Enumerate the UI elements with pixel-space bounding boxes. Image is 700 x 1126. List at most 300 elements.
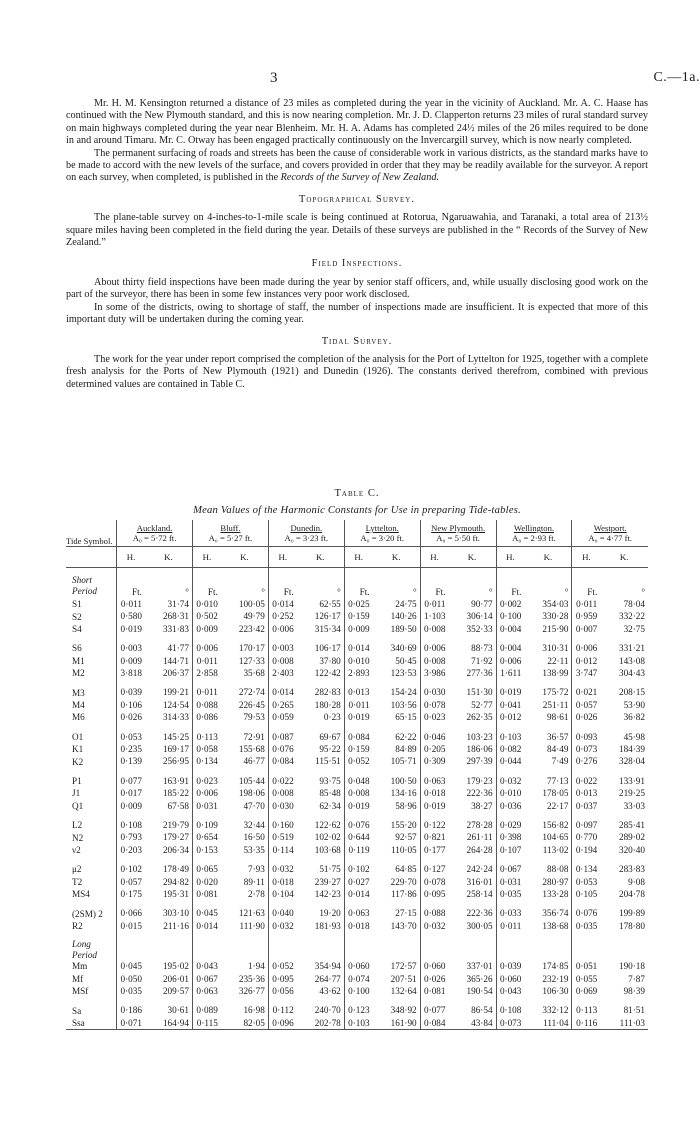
spacer-cell — [420, 768, 448, 775]
amplitude-value: 0·014 — [192, 920, 220, 932]
phase-value: 41·77 — [167, 643, 189, 654]
phase-value: 264·77 — [314, 973, 341, 984]
spacer-cell — [448, 635, 496, 642]
spacer-cell — [297, 724, 345, 731]
phase-value: 84·89 — [395, 743, 417, 754]
amplitude-value: 0·020 — [192, 876, 220, 888]
phase-value: 330·28 — [542, 611, 569, 622]
spacer-cell — [297, 568, 345, 576]
phase-value: 258·14 — [466, 889, 493, 900]
phase-value: 222·36 — [466, 788, 493, 799]
spacer-cell — [268, 635, 296, 642]
spacer-row — [66, 997, 648, 1004]
phase-value: 113·02 — [542, 844, 569, 855]
empty-cell — [600, 575, 648, 586]
h-label: H. — [192, 547, 220, 568]
phase-value: 155·20 — [390, 820, 417, 830]
amplitude-value: 0·002 — [496, 598, 524, 610]
phase-value: 303·10 — [162, 908, 189, 919]
phase-value: 78·04 — [623, 598, 645, 609]
spacer-cell — [344, 856, 372, 863]
amplitude-value: 0·007 — [572, 623, 600, 635]
amplitude-value: 0·086 — [192, 711, 220, 723]
k-label: K. — [297, 547, 345, 568]
section-heading-field-inspections: Field Inspections. — [311, 258, 403, 270]
unit-label: Ft. — [344, 586, 372, 598]
phase-value: 326·77 — [238, 986, 265, 997]
amplitude-value: 0·081 — [420, 985, 448, 997]
empty-cell — [448, 939, 496, 950]
table-row — [66, 711, 648, 723]
unit-label: Ft. — [496, 586, 524, 598]
spacer-cell — [344, 635, 372, 642]
spacer-cell — [600, 768, 648, 775]
amplitude-value: 0·063 — [420, 775, 448, 787]
spacer-cell — [524, 635, 572, 642]
group-label-row — [66, 586, 648, 598]
phase-value: 226·45 — [238, 699, 265, 710]
empty-cell — [373, 575, 421, 586]
amplitude-value: 0·026 — [572, 711, 600, 723]
spacer-cell — [297, 900, 345, 907]
spacer-cell — [373, 768, 421, 775]
empty-cell — [192, 950, 220, 961]
page-number: 3 — [270, 70, 278, 86]
tide-symbol: S4 — [72, 623, 82, 634]
phase-value: 170·17 — [238, 643, 265, 654]
phase-value: 365·26 — [466, 973, 493, 984]
phase-value: 77·13 — [547, 775, 569, 786]
amplitude-value: 0·089 — [192, 1004, 220, 1016]
phase-value: 354·94 — [314, 961, 341, 972]
phase-value: 256·95 — [162, 756, 189, 767]
phase-value: 24·75 — [395, 598, 417, 609]
phase-value: 1·94 — [248, 961, 265, 972]
phase-value: 285·41 — [618, 820, 645, 830]
phase-value: 100·05 — [238, 598, 265, 609]
phase-value: 62·22 — [395, 731, 417, 742]
spacer-cell — [572, 812, 600, 819]
spacer-cell — [192, 568, 220, 576]
tide-symbol: R2 — [72, 921, 83, 932]
phase-value: 202·78 — [297, 1017, 345, 1030]
amplitude-value: 0·159 — [344, 610, 372, 622]
amplitude-value: 0·035 — [496, 888, 524, 900]
amplitude-value: 0·030 — [268, 800, 296, 812]
phase-value: 144·71 — [162, 655, 189, 666]
tide-symbol: μ2 — [72, 864, 82, 875]
port-name: Dunedin. — [290, 523, 323, 533]
amplitude-value: 0·119 — [344, 844, 372, 856]
spacer-cell — [496, 724, 524, 731]
table-row — [66, 1004, 648, 1016]
phase-value: 89·11 — [243, 876, 265, 887]
phase-value: 103·23 — [466, 731, 493, 742]
empty-cell — [221, 575, 269, 586]
port-header — [572, 520, 648, 547]
phase-value: 46·77 — [243, 756, 265, 767]
spacer-cell — [117, 900, 145, 907]
amplitude-value: 0·265 — [268, 699, 296, 711]
spacer-cell — [145, 900, 193, 907]
spacer-cell — [145, 568, 193, 576]
empty-cell — [145, 950, 193, 961]
amplitude-value: 0·108 — [117, 819, 145, 831]
empty-cell — [344, 575, 372, 586]
spacer-cell — [221, 568, 269, 576]
h-label: H. — [117, 547, 145, 568]
tide-symbol: M3 — [72, 687, 85, 698]
paragraph: About thirty field inspections have been made during the year by senior staff officers, and, while usually disclosing good work on the part of the surveyor, there has been in some few instances very poor work disclosed. — [66, 276, 648, 301]
phase-value: 178·80 — [618, 920, 645, 931]
amplitude-value: 0·078 — [420, 699, 448, 711]
amplitude-value: 0·008 — [268, 787, 296, 799]
spacer-row — [66, 724, 648, 731]
amplitude-value: 0·088 — [192, 699, 220, 711]
phase-value: 98·61 — [547, 712, 569, 723]
spacer-cell — [145, 856, 193, 863]
phase-value: 27·15 — [395, 908, 417, 919]
amplitude-value: 0·035 — [117, 985, 145, 997]
amplitude-value: 0·003 — [117, 642, 145, 654]
spacer-cell — [117, 932, 145, 939]
spacer-row — [66, 679, 648, 686]
h-label: H. — [344, 547, 372, 568]
phase-value: 127·33 — [238, 655, 265, 666]
phase-value: 71·92 — [471, 655, 493, 666]
table-row — [66, 800, 648, 812]
phase-value: 102·02 — [314, 832, 341, 843]
table-row — [66, 863, 648, 875]
amplitude-value: 0·107 — [496, 844, 524, 856]
amplitude-value: 0·011 — [192, 655, 220, 667]
spacer-cell — [420, 724, 448, 731]
publication-title: Records of the Survey of New Zealand. — [280, 172, 439, 184]
phase-value: 198·06 — [238, 788, 265, 799]
phase-value: 35·68 — [243, 667, 265, 678]
amplitude-value: 0·115 — [192, 1017, 220, 1030]
empty-cell — [297, 939, 345, 950]
spacer-cell — [448, 997, 496, 1004]
phase-value: 199·21 — [162, 687, 189, 698]
tide-symbol: Q1 — [72, 800, 84, 811]
spacer-cell — [117, 679, 145, 686]
amplitude-value: 0·010 — [192, 598, 220, 610]
spacer-cell — [145, 812, 193, 819]
phase-value: 297·39 — [466, 756, 493, 767]
amplitude-value: 0·013 — [572, 787, 600, 799]
table-row — [66, 775, 648, 787]
amplitude-value: 0·821 — [420, 831, 448, 843]
paragraph: The plane-table survey on 4-inches-to-1-mile scale is being continued at Rotorua, Ngaruawahia, and Taranaki, a total area of 213½ square miles having been completed in the field during the year. Details of these surveys are published in the “ Records of the Survey of New Zealand.” — [66, 212, 648, 249]
table-row — [66, 755, 648, 767]
paragraph: In some of the districts, owing to shortage of staff, the number of inspections made are insufficient. It is expected that more of this important duty will be undertaken during the coming year. — [66, 301, 648, 326]
spacer-cell — [524, 724, 572, 731]
amplitude-value: 0·004 — [496, 642, 524, 654]
spacer-cell — [572, 679, 600, 686]
phase-value: 53·35 — [243, 844, 265, 855]
spacer-cell — [66, 932, 117, 939]
amplitude-value: 0·139 — [117, 755, 145, 767]
amplitude-value: 0·235 — [117, 743, 145, 755]
port-header — [496, 520, 572, 547]
amplitude-value: 0·031 — [192, 800, 220, 812]
phase-value: 132·64 — [390, 986, 417, 997]
tide-symbol: MSf — [72, 986, 89, 997]
spacer-cell — [268, 768, 296, 775]
spacer-cell — [297, 997, 345, 1004]
tide-symbol: J1 — [72, 788, 81, 799]
phase-value: 84·49 — [547, 743, 569, 754]
amplitude-value: 0·071 — [117, 1017, 145, 1030]
phase-value: 134·16 — [390, 788, 417, 799]
phase-value: 72·91 — [243, 731, 265, 742]
empty-cell — [600, 939, 648, 950]
phase-value: 352·33 — [466, 623, 493, 634]
phase-value: 331·21 — [618, 643, 645, 654]
phase-value: 206·37 — [162, 667, 189, 678]
phase-value: 283·83 — [618, 864, 645, 875]
phase-value: 189·50 — [390, 623, 417, 634]
spacer-cell — [496, 635, 524, 642]
amplitude-value: 0·006 — [268, 623, 296, 635]
spacer-cell — [373, 997, 421, 1004]
phase-value: 88·08 — [547, 864, 569, 875]
phase-value: 82·05 — [221, 1017, 269, 1030]
group-label: Long — [72, 939, 91, 950]
spacer-cell — [268, 812, 296, 819]
phase-value: 280·97 — [542, 876, 569, 887]
paragraph — [66, 148, 648, 185]
amplitude-value: 0·008 — [420, 655, 448, 667]
tide-symbol: Sa — [72, 1005, 82, 1016]
table-row — [66, 623, 648, 635]
amplitude-value: 0·065 — [192, 863, 220, 875]
amplitude-value: 0·103 — [496, 731, 524, 743]
tide-symbol: M1 — [72, 655, 85, 666]
port-header — [420, 520, 496, 547]
phase-value: 110·05 — [390, 844, 417, 855]
tide-symbol: S2 — [72, 611, 82, 622]
phase-value: 67·58 — [167, 800, 189, 811]
spacer-cell — [496, 812, 524, 819]
amplitude-value: 0·019 — [496, 686, 524, 698]
table-c — [66, 488, 648, 1030]
spacer-cell — [420, 568, 448, 576]
spacer-cell — [344, 997, 372, 1004]
spacer-cell — [66, 856, 117, 863]
amplitude-value: 0·015 — [117, 920, 145, 932]
amplitude-value: 0·959 — [572, 610, 600, 622]
spacer-cell — [524, 932, 572, 939]
amplitude-value: 0·109 — [192, 819, 220, 831]
amplitude-value: 0·023 — [420, 711, 448, 723]
table-row — [66, 973, 648, 985]
phase-value: 155·68 — [238, 743, 265, 754]
phase-value: 204·78 — [618, 889, 645, 900]
empty-cell — [496, 575, 524, 586]
phase-value: 179·27 — [162, 832, 189, 843]
spacer-cell — [297, 679, 345, 686]
unit-label: Ft. — [192, 586, 220, 598]
phase-value: 100·50 — [390, 775, 417, 786]
amplitude-value: 0·077 — [117, 775, 145, 787]
phase-value: 206·34 — [162, 844, 189, 855]
phase-value: 106·30 — [542, 986, 569, 997]
amplitude-value: 0·127 — [420, 863, 448, 875]
amplitude-value: 0·113 — [572, 1004, 600, 1016]
spacer-row — [66, 812, 648, 819]
table-row — [66, 960, 648, 972]
port-header — [117, 520, 193, 547]
phase-value: 122·42 — [314, 667, 341, 678]
tide-symbol: K2 — [72, 756, 84, 767]
spacer-cell — [572, 635, 600, 642]
phase-value: 239·27 — [314, 876, 341, 887]
spacer-cell — [221, 635, 269, 642]
phase-value: 242·24 — [466, 864, 493, 875]
spacer-cell — [373, 679, 421, 686]
amplitude-value: 0·088 — [420, 907, 448, 919]
phase-value: 251·11 — [542, 699, 569, 710]
amplitude-value: 0·044 — [496, 755, 524, 767]
phase-value: 105·71 — [390, 756, 417, 767]
amplitude-value: 0·057 — [572, 699, 600, 711]
table-row — [66, 667, 648, 679]
amplitude-value: 0·050 — [117, 973, 145, 985]
phase-value: 186·06 — [466, 743, 493, 754]
k-label: K. — [145, 547, 193, 568]
port-name: Bluff. — [220, 523, 241, 533]
amplitude-value: 0·194 — [572, 844, 600, 856]
table-row — [66, 699, 648, 711]
unit-label: ° — [488, 586, 493, 597]
empty-cell — [572, 950, 600, 961]
k-label: K. — [524, 547, 572, 568]
phase-value: 123·53 — [390, 667, 417, 678]
group-label: Short — [72, 575, 92, 585]
amplitude-value: 0·055 — [572, 973, 600, 985]
spacer-cell — [145, 635, 193, 642]
unit-label: Ft. — [268, 586, 296, 598]
amplitude-value: 0·063 — [192, 985, 220, 997]
phase-value: 268·31 — [162, 611, 189, 622]
phase-value: 222·36 — [466, 908, 493, 919]
amplitude-value: 2·858 — [192, 667, 220, 679]
amplitude-value: 0·039 — [496, 960, 524, 972]
amplitude-value: 0·102 — [344, 863, 372, 875]
phase-value: 62·34 — [319, 800, 341, 811]
empty-cell — [448, 950, 496, 961]
amplitude-value: 0·006 — [192, 787, 220, 799]
amplitude-value: 0·205 — [420, 743, 448, 755]
amplitude-value: 0·011 — [420, 598, 448, 610]
phase-value: 175·72 — [542, 687, 569, 698]
phase-value: 30·61 — [167, 1005, 189, 1016]
amplitude-value: 0·033 — [496, 907, 524, 919]
spacer-cell — [524, 997, 572, 1004]
port-mean-level: A₀ = 5·72 ft. — [132, 533, 177, 543]
amplitude-value: 0·052 — [268, 960, 296, 972]
spacer-cell — [373, 932, 421, 939]
phase-value: 115·51 — [315, 756, 341, 767]
phase-value: 93·75 — [319, 775, 341, 786]
spacer-cell — [221, 900, 269, 907]
group-label: Period — [72, 586, 98, 597]
phase-value: 314·33 — [162, 712, 189, 723]
harmonic-constants-table — [66, 520, 648, 1030]
empty-cell — [145, 575, 193, 586]
phase-value: 331·83 — [162, 623, 189, 634]
amplitude-value: 0·018 — [268, 876, 296, 888]
phase-value: 133·28 — [542, 889, 569, 900]
amplitude-value: 0·059 — [268, 711, 296, 723]
amplitude-value: 0·519 — [268, 831, 296, 843]
phase-value: 142·23 — [314, 889, 341, 900]
amplitude-value: 0·006 — [496, 655, 524, 667]
hk-header-row — [66, 547, 648, 568]
spacer-cell — [496, 997, 524, 1004]
empty-cell — [192, 575, 220, 586]
spacer-row — [66, 900, 648, 907]
phase-value: 219·25 — [618, 788, 645, 799]
amplitude-value: 0·045 — [117, 960, 145, 972]
amplitude-value: 0·084 — [344, 731, 372, 743]
amplitude-value: 0·019 — [344, 711, 372, 723]
spacer-cell — [192, 997, 220, 1004]
tide-symbol: L2 — [72, 820, 83, 831]
unit-label: Ft. — [420, 586, 448, 598]
amplitude-value: 0·029 — [496, 819, 524, 831]
phase-value: 126·17 — [314, 611, 341, 622]
phase-value: 181·93 — [314, 920, 341, 931]
amplitude-value: 0·087 — [268, 731, 296, 743]
table-row — [66, 876, 648, 888]
empty-cell — [344, 950, 372, 961]
phase-value: 178·49 — [162, 864, 189, 875]
spacer-cell — [524, 568, 572, 576]
phase-value: 32·44 — [243, 820, 265, 830]
amplitude-value: 0·053 — [572, 876, 600, 888]
phase-value: 294·82 — [162, 876, 189, 887]
spacer-cell — [66, 679, 117, 686]
body-text — [66, 98, 648, 391]
spacer-cell — [192, 900, 220, 907]
spacer-cell — [145, 768, 193, 775]
table-row — [66, 1017, 648, 1030]
amplitude-value: 0·026 — [117, 711, 145, 723]
phase-value: 282·83 — [314, 687, 341, 698]
empty-cell — [117, 939, 145, 950]
spacer-cell — [221, 997, 269, 1004]
amplitude-value: 0·058 — [192, 743, 220, 755]
spacer-row — [66, 856, 648, 863]
phase-value: 277·36 — [466, 667, 493, 678]
phase-value: 328·04 — [618, 756, 645, 767]
phase-value: 154·24 — [390, 687, 417, 698]
phase-value: 32·75 — [623, 623, 645, 634]
amplitude-value: 2·893 — [344, 667, 372, 679]
port-mean-level: A₀ = 4·77 ft. — [588, 533, 633, 543]
spacer-cell — [117, 856, 145, 863]
amplitude-value: 0·023 — [192, 775, 220, 787]
phase-value: 180·28 — [314, 699, 341, 710]
amplitude-value: 0·032 — [420, 920, 448, 932]
phase-value: 103·68 — [314, 844, 341, 855]
spacer-cell — [572, 768, 600, 775]
empty-cell — [572, 939, 600, 950]
paragraph: Mr. H. M. Kensington returned a distance of 23 miles as completed during the year in the vicinity of Auckland. Mr. A. C. Haase has continued with the New Plymouth standard, and this is now nearing completion. Mr. J. D. Clapperton returns 23 miles of rural standard survey on main highways completed during the year near Blenheim. Mr. H. A. Adams has completed 24½ miles of the 26 miles required to be done in and around Timaru. Mr. C. Otway has been engaged practically continuously on the Invercargill survey, which is now nearly completed. — [66, 98, 648, 147]
